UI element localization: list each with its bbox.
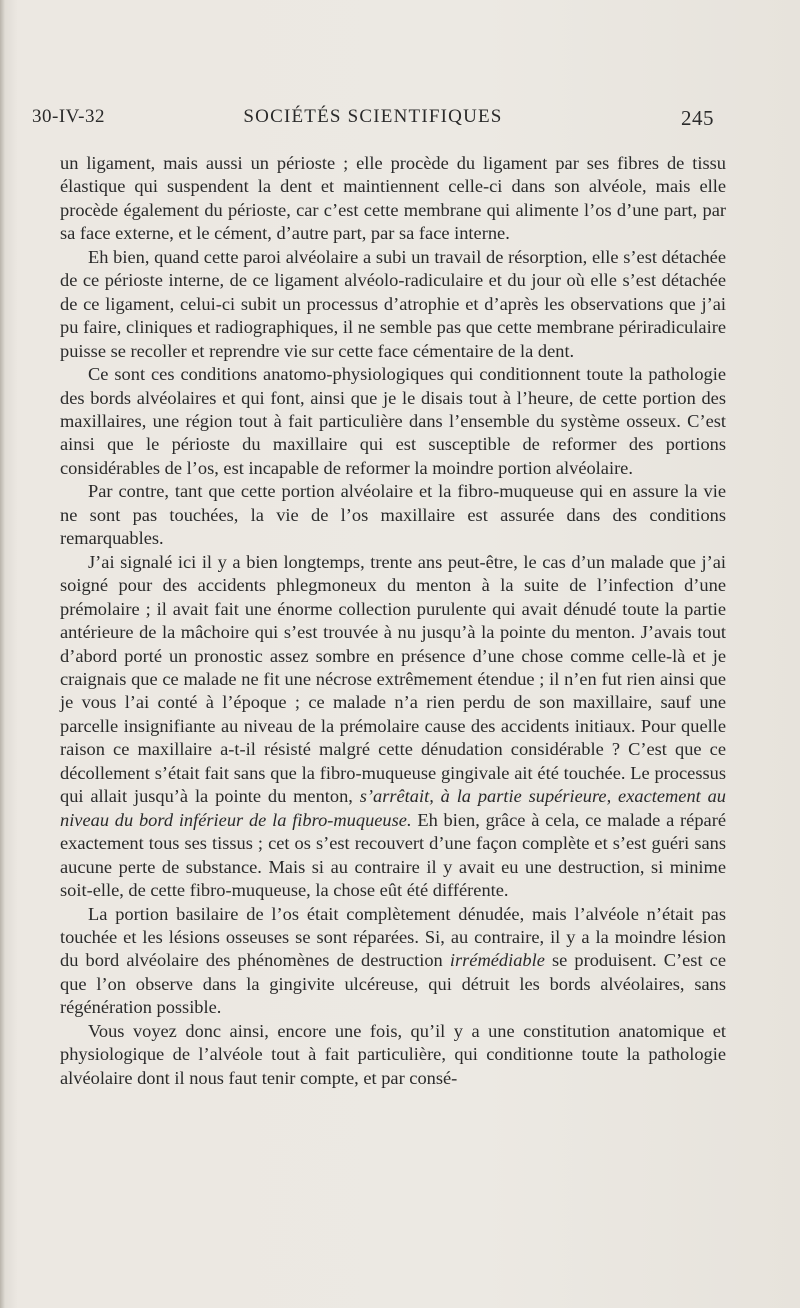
paragraph-4: Par contre, tant que cette portion alvéolaire et la fibro-muqueuse qui en assure la vie ne sont pas touchées, la vie de l’os maxillaire est assurée dans des conditions remarquables. [60, 481, 726, 549]
header-date: 30-IV-32 [32, 106, 105, 127]
body-text [60, 152, 726, 1090]
italic-emphasis: s’arrêtait, à la partie supérieure, exactement au niveau du bord inférieur de la fibro-muqueuse. [60, 786, 726, 830]
paragraph-5: J’ai signalé ici il y a bien longtemps, trente ans peut-être, le cas d’un malade que j’ai soigné pour des accidents phlegmoneux du menton à la suite de l’infection d’une prémolaire ; il avait fait une énorme collection purulente qui avait dénudé toute la partie antérieure de la mâchoire qui s’est trouvée à nu jusqu’à la pointe du menton. J’avais tout d’abord porté un pronostic assez sombre en présence d’une chose comme celle-là et je craignais que ce malade ne fit une nécrose extrêmement étendue ; il n’en fut rien ainsi que je vous l’ai conté à l’époque ; ce malade n’a rien perdu de son maxillaire, sauf une parcelle insignifiante au niveau de la prémolaire cause des accidents initiaux. Pour quelle raison ce maxillaire a-t-il résisté malgré cette dénudation considérable ? C’est que ce décollement s’était fait sans que la fibro-muqueuse gingivale ait été touchée. Le processus qui allait jusqu’à la pointe du menton, s’arrêtait, à la partie supérieure, exactement au niveau du bord inférieur de la fibro-muqueuse. Eh bien, grâce à cela, ce malade a réparé exactement tous ses tissus ; cet os s’est recouvert d’une façon complète et s’est guéri sans aucune perte de substance. Mais si au contraire il y avait eu une destruction, si minime soit-elle, de cette fibro-muqueuse, la chose eût été différente. [60, 551, 726, 901]
paragraph-3: Ce sont ces conditions anatomo-physiologiques qui conditionnent toute la pathologie des bords alvéolaires et qui font, ainsi que je le disais tout à l’heure, de cette portion des maxillaires, une région tout à fait particulière dans l’ensemble du système osseux. C’est ainsi que le périoste du maxillaire qui est susceptible de reformer des portions considérables de l’os, est incapable de reformer la moindre portion alvéolaire. [60, 364, 726, 478]
page-spine-shadow [0, 0, 5, 1308]
paragraph-1: un ligament, mais aussi un périoste ; elle procède du ligament par ses fibres de tissu élastique qui suspendent la dent et maintiennent celle-ci dans son alvéole, mais elle procède également du périoste, car c’est cette membrane qui alimente l’os d’une part, par sa face externe, et le cément, d’autre part, par sa face interne. [60, 153, 726, 244]
running-header [32, 106, 714, 134]
paragraph-6: La portion basilaire de l’os était complètement dénudée, mais l’alvéole n’était pas touchée et les lésions osseuses se sont réparées. Si, au contraire, il y a la moindre lésion du bord alvéolaire des phénomènes de destruction irrémédiable se produisent. C’est ce que l’on observe dans la gingivite ulcéreuse, qui détruit les bords alvéolaires, sans régénération possible. [60, 903, 727, 1018]
paragraph-2: Eh bien, quand cette paroi alvéolaire a subi un travail de résorption, elle s’est détachée de ce périoste interne, de ce ligament alvéolo-radiculaire et du jour où elle s’est détachée de ce ligament, celui-ci subit un processus d’atrophie et d’après les observations que j’ai pu faire, cliniques et radiographiques, il ne semble pas que cette membrane périradiculaire puisse se recoller et reprendre vie sur cette face cémentaire de la dent. [60, 246, 726, 361]
paragraph-7: Vous voyez donc ainsi, encore une fois, qu’il y a une constitution anatomique et physiologique de l’alvéole tout à fait particulière, qui conditionne toute la pathologie alvéolaire dont il nous faut tenir compte, et par consé- [60, 1020, 726, 1088]
header-page-number: 245 [681, 106, 714, 130]
italic-emphasis: irrémédiable [449, 950, 545, 971]
header-running-title: SOCIÉTÉS SCIENTIFIQUES [243, 106, 503, 127]
